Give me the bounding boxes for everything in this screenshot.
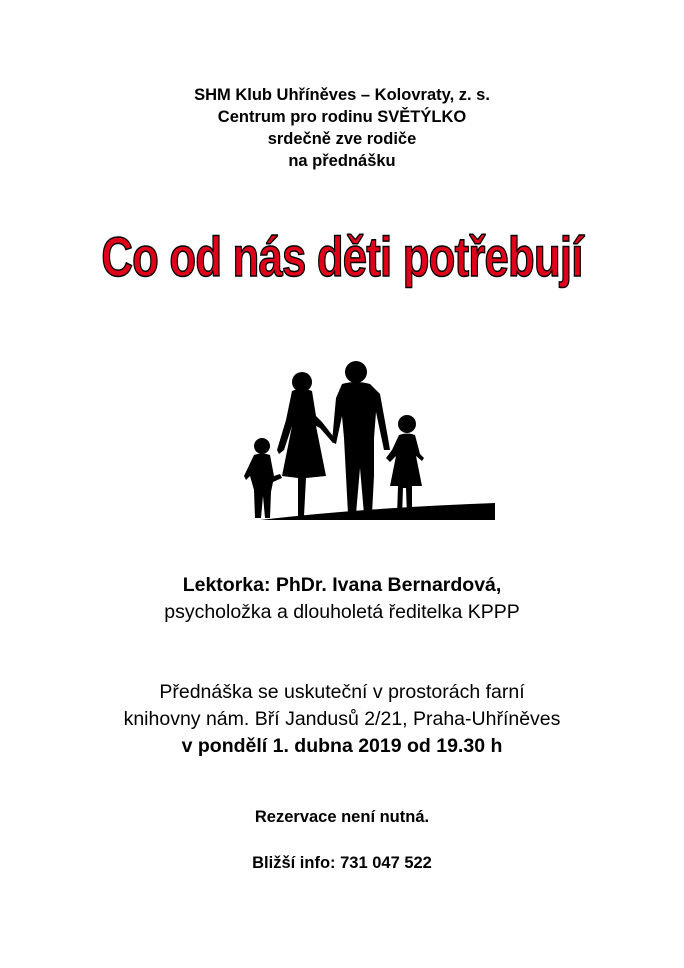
event-type: na přednášku (288, 152, 396, 170)
venue-line-2: knihovny nám. Bří Jandusů 2/21, Praha-Uhříněves (123, 708, 561, 730)
organizer-name: SHM Klub Uhříněves – Kolovraty, z. s. (194, 86, 490, 104)
lector-section (0, 572, 684, 626)
contact-info: Bližší info: 731 047 522 (252, 854, 432, 872)
family-silhouette-icon (240, 358, 500, 528)
organizer-header (0, 84, 684, 172)
center-name: Centrum pro rodinu SVĚTÝLKO (217, 108, 467, 126)
event-datetime: v pondělí 1. dubna 2019 od 19.30 h (181, 735, 503, 757)
venue-line-1: Přednáška se uskuteční v prostorách farní (159, 681, 525, 703)
lecture-title: Co od nás děti potřebují (101, 225, 583, 288)
lector-role: psycholožka a dlouholetá ředitelka KPPP (164, 601, 520, 623)
lector-name: Lektorka: PhDr. Ivana Bernardová, (182, 574, 502, 596)
venue-section (0, 679, 684, 760)
invitation-text: srdečně zve rodiče (267, 130, 417, 148)
reservation-note: Rezervace není nutná. (254, 808, 430, 826)
